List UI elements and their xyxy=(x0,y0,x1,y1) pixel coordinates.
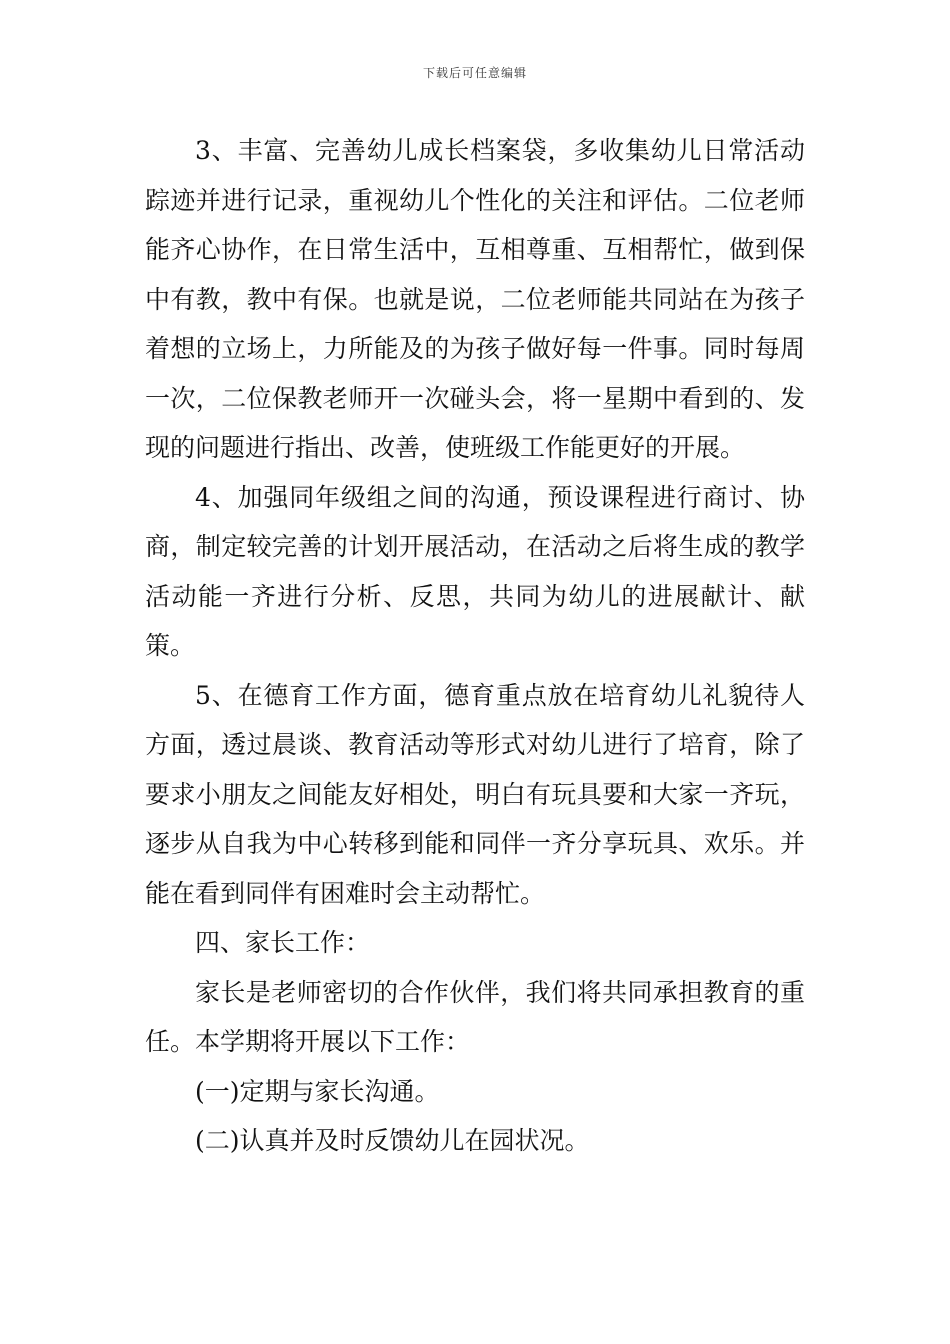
header-note: 下载后可任意编辑 xyxy=(422,66,527,80)
paragraph-parent-intro: 家长是老师密切的合作伙伴，我们将共同承担教育的重任。本学期将开展以下工作： xyxy=(145,977,805,1056)
document-body xyxy=(145,126,805,1166)
list-item-timely-feedback: (二)认真并及时反馈幼儿在园状况。 xyxy=(195,1126,590,1155)
section-heading-parent-work: 四、家长工作： xyxy=(195,928,371,957)
paragraph-item-4: 4、加强同年级组之间的沟通，预设课程进行商讨、协商，制定较完善的计划开展活动，在活动之后将生成的教学活动能一齐进行分析、反思，共同为幼儿的进展献计、献策。 xyxy=(145,482,805,660)
paragraph-item-3: 3、丰富、完善幼儿成长档案袋，多收集幼儿日常活动踪迹并进行记录，重视幼儿个性化的关注和评估。二位老师能齐心协作，在日常生活中，互相尊重、互相帮忙，做到保中有教，教中有保。也就是说，二位老师能共同站在为孩子着想的立场上，力所能及的为孩子做好每一件事。同时每周一次，二位保教老师开一次碰头会，将一星期中看到的、发现的问题进行指出、改善，使班级工作能更好的开展。 xyxy=(145,136,805,462)
paragraph-item-5: 5、在德育工作方面，德育重点放在培育幼儿礼貌待人方面，透过晨谈、教育活动等形式对幼儿进行了培育，除了要求小朋友之间能友好相处，明白有玩具要和大家一齐玩，逐步从自我为中心转移到能和同伴一齐分享玩具、欢乐。并能在看到同伴有困难时会主动帮忙。 xyxy=(145,680,805,908)
list-item-regular-communication: (一)定期与家长沟通。 xyxy=(195,1076,440,1106)
